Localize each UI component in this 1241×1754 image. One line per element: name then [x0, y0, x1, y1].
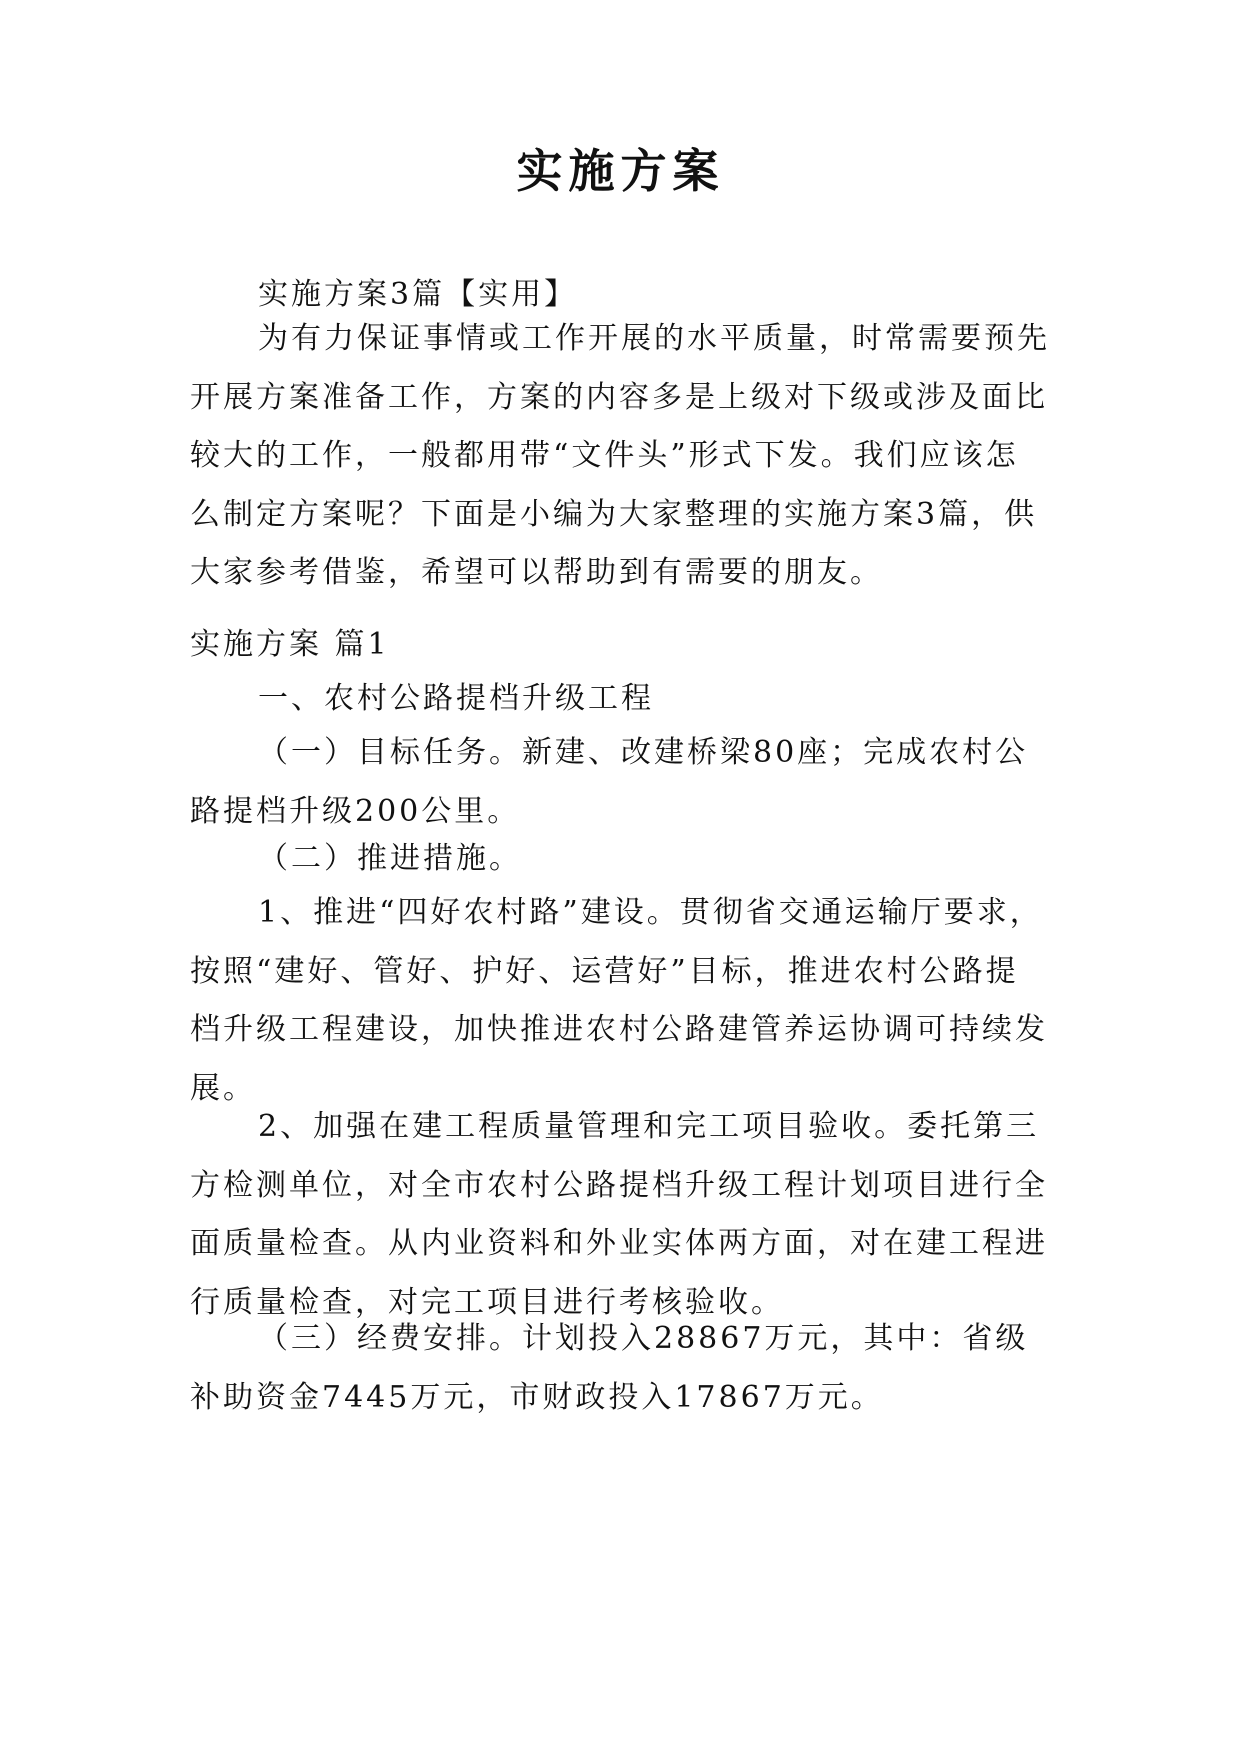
- section-heading: 一、农村公路提档升级工程: [258, 681, 654, 716]
- subtitle-line: 实施方案3篇【实用】: [258, 277, 578, 312]
- measure-2-paragraph: 2、加强在建工程质量管理和完工项目验收。委托第三方检测单位，对全市农村公路提档升级工程计划项目进行全面质量检查。从内业资料和外业实体两方面，对在建工程进行质量检查，对完工项目进行考核验收。: [190, 1109, 1048, 1320]
- section-title: 实施方案 篇1: [190, 627, 390, 662]
- intro-paragraph: 为有力保证事情或工作开展的水平质量，时常需要预先开展方案准备工作，方案的内容多是上级对下级或涉及面比较大的工作，一般都用带“文件头”形式下发。我们应该怎么制定方案呢？下面是小编为大家整理的实施方案3篇，供大家参考借鉴，希望可以帮助到有需要的朋友。: [190, 321, 1050, 591]
- funding-paragraph: （三）经费安排。计划投入28867万元，其中：省级补助资金7445万元，市财政投入17867万元。: [190, 1321, 1029, 1415]
- measure-1-paragraph: 1、推进“四好农村路”建设。贯彻省交通运输厅要求，按照“建好、管好、护好、运营好”目标，推进农村公路提档升级工程建设，加快推进农村公路建管养运协调可持续发展。: [190, 895, 1048, 1106]
- document-title: 实施方案: [516, 144, 725, 198]
- target-task-paragraph: （一）目标任务。新建、改建桥梁80座；完成农村公路提档升级200公里。: [190, 735, 1029, 829]
- measures-heading: （二）推进措施。: [258, 841, 522, 876]
